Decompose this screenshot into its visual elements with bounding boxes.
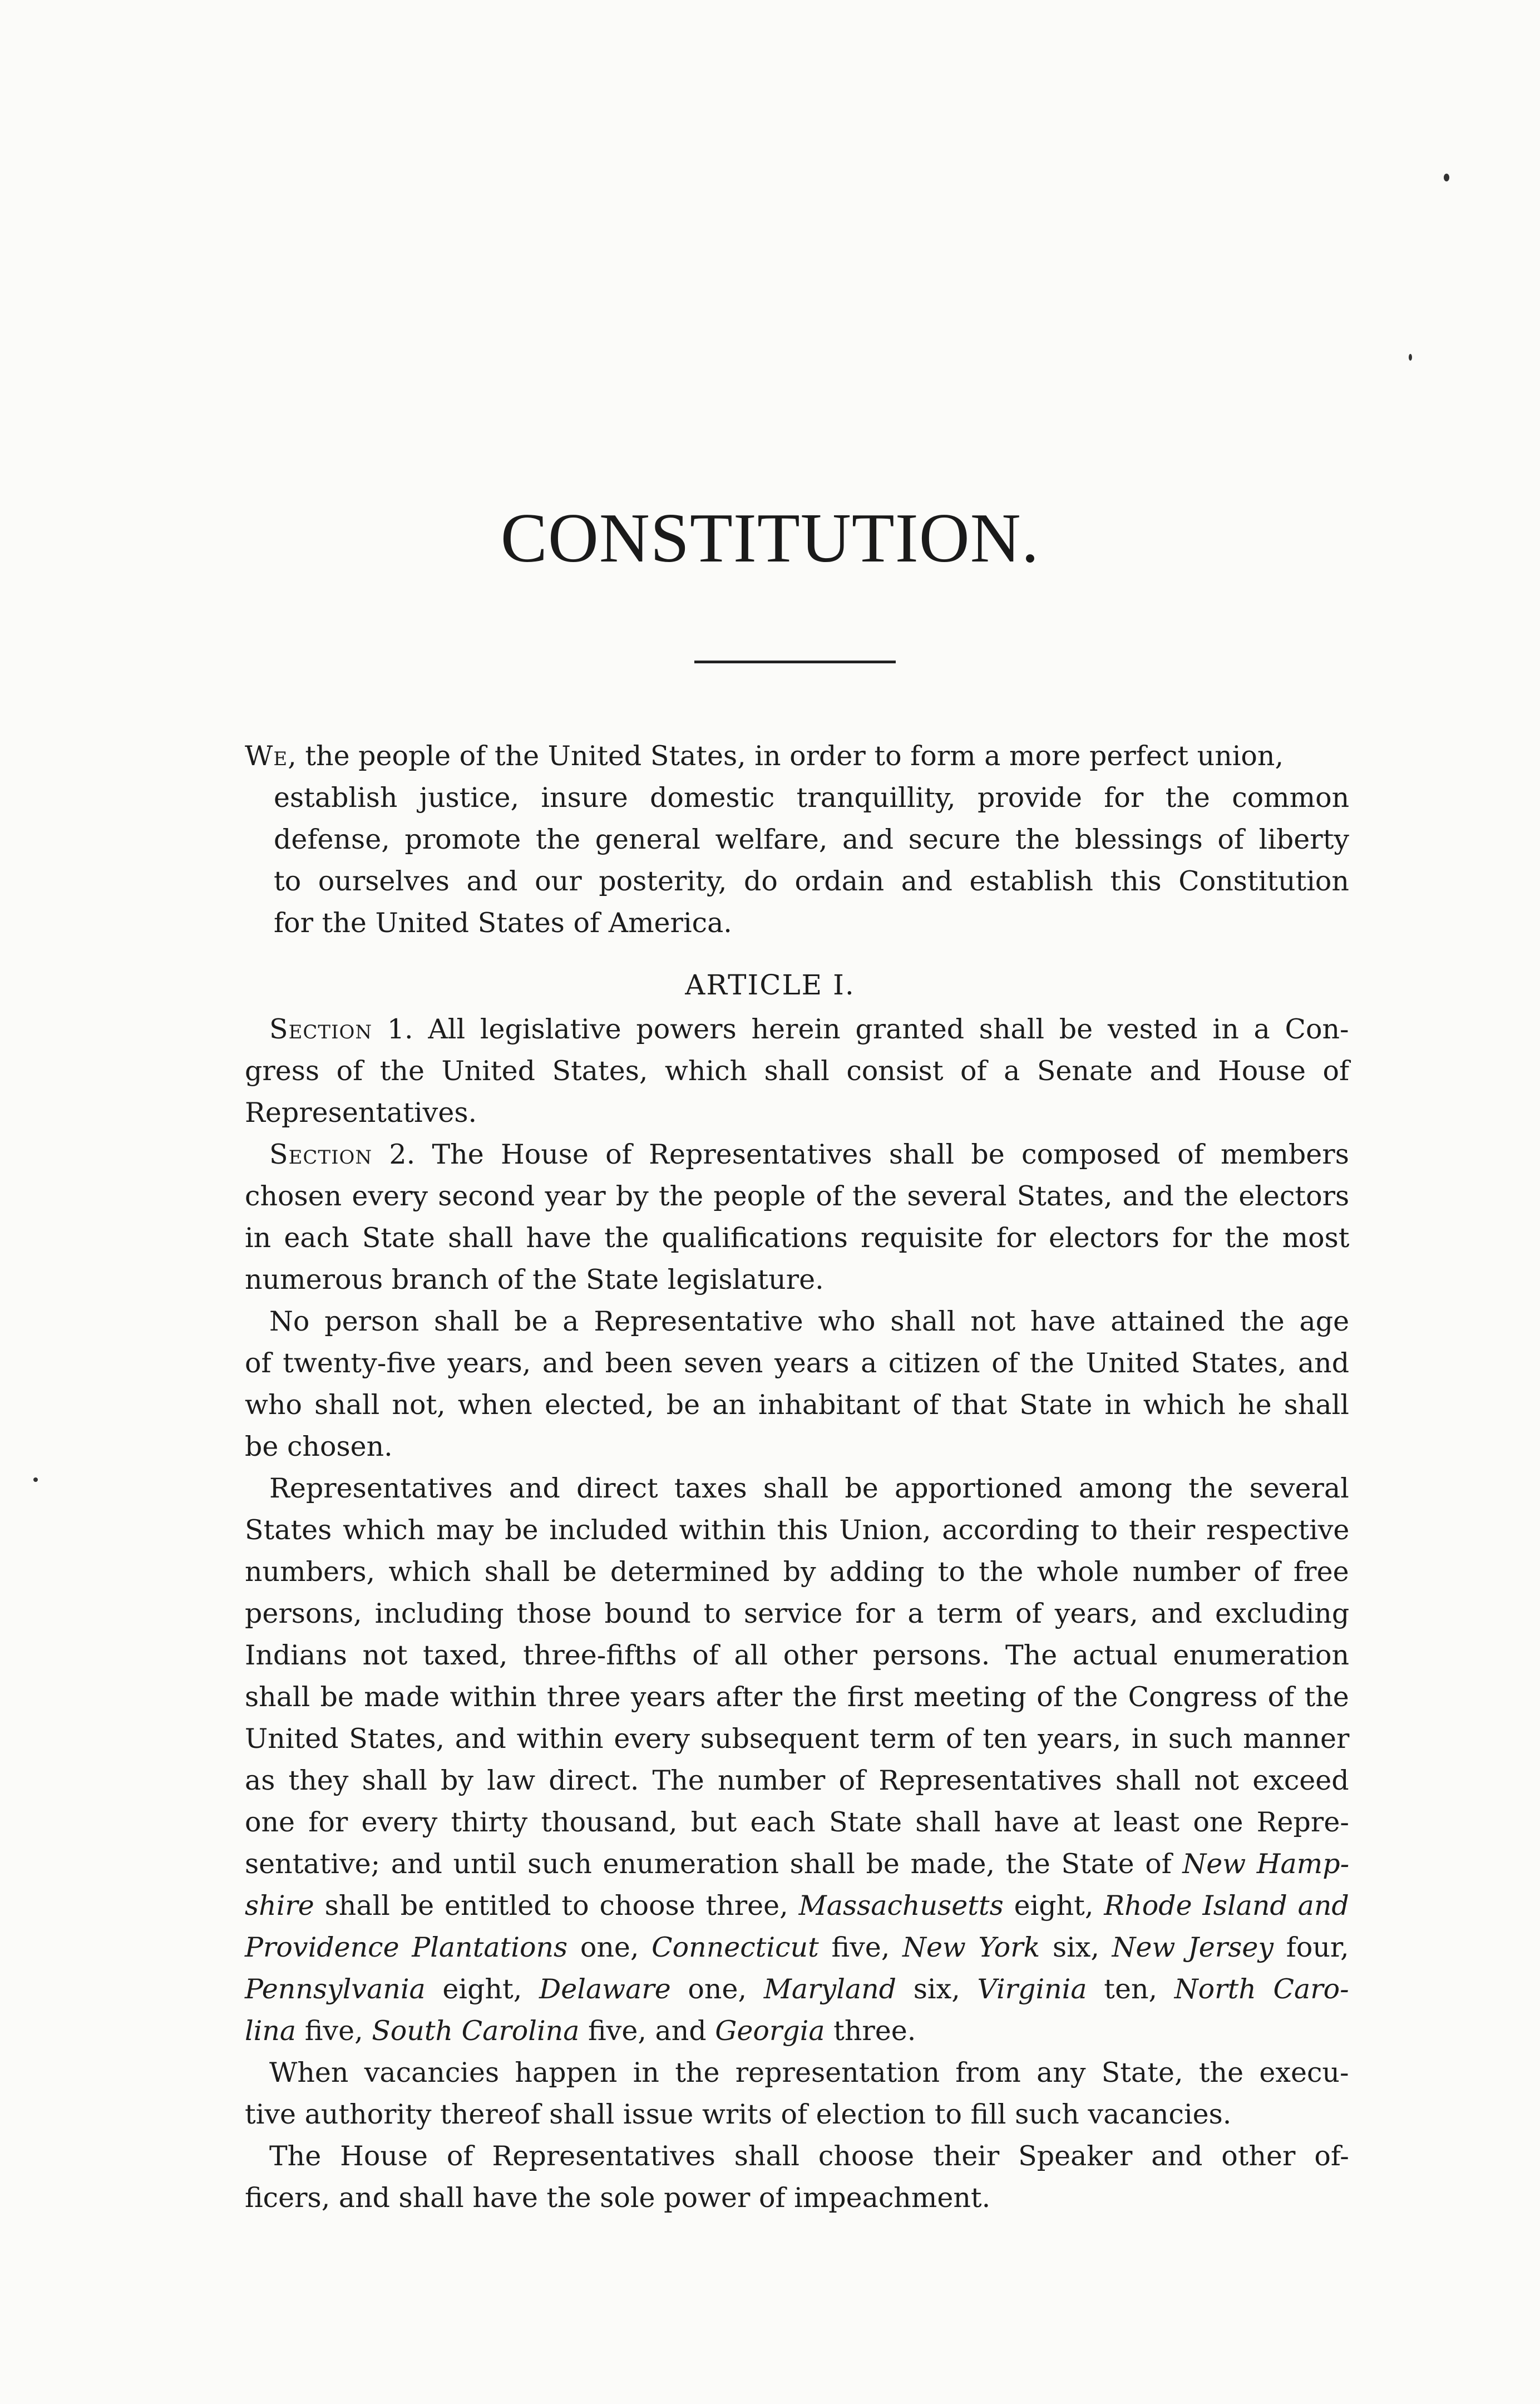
- paragraph-line: who shall not, when elected, be an inhabitant of that State in which he shall: [245, 1389, 1349, 1421]
- paragraph-line: persons, including those bound to service for a term of years, and excluding: [245, 1598, 1350, 1629]
- section-2-line: in each State shall have the qualifications requisite for electors for the most: [245, 1222, 1350, 1254]
- section-label: Section: [269, 1139, 373, 1170]
- section-1-line: Representatives.: [245, 1097, 477, 1129]
- state-name: shire: [245, 1890, 314, 1922]
- paragraph-line: numbers, which shall be determined by adding to the whole number of free: [245, 1556, 1349, 1588]
- paragraph-line: be chosen.: [245, 1431, 393, 1462]
- paragraph-line: States which may be included within this Union, according to their respective: [245, 1514, 1350, 1546]
- page-title: CONSTITUTION.: [500, 500, 1040, 577]
- preamble-line: for the United States of America.: [274, 907, 732, 939]
- paragraph-line: sentative; and until such enumeration shall be made, the State of New Hamp-: [245, 1848, 1350, 1880]
- paragraph-line: shire shall be entitled to choose three, Massachusetts eight, Rhode Island and: [245, 1890, 1349, 1922]
- state-name: New York: [902, 1932, 1040, 1963]
- paragraph-line: of twenty-five years, and been seven years a citizen of the United States, and: [245, 1347, 1350, 1379]
- section-2: [245, 1134, 1349, 1300]
- paragraph-apportionment: [245, 1467, 1349, 2052]
- state-name: Connecticut: [651, 1932, 819, 1963]
- section-2-line: numerous branch of the State legislature.: [245, 1264, 824, 1295]
- section-label: Section: [269, 1013, 373, 1045]
- state-name: New Hamp-: [1182, 1848, 1350, 1880]
- section-1: [245, 1008, 1349, 1134]
- preamble-body: [274, 777, 1349, 944]
- print-speck: [33, 1477, 38, 1482]
- section-number: 2.: [372, 1139, 416, 1170]
- state-name: lina: [245, 2015, 297, 2047]
- section-2-line: Section 2. The House of Representatives shall be composed of members: [269, 1139, 1349, 1170]
- paragraph-vacancies: [245, 2052, 1349, 2135]
- state-name: Rhode Island and: [1104, 1890, 1349, 1922]
- state-name: Delaware: [539, 1973, 671, 2005]
- paragraph-speaker: [245, 2135, 1349, 2219]
- state-name: Georgia: [715, 2015, 825, 2047]
- paragraph-line: as they shall by law direct. The number of Representatives shall not exceed: [245, 1765, 1349, 1796]
- preamble-line: We, the people of the United States, in order to form a more perfect union,: [245, 740, 1284, 772]
- preamble-line: defense, promote the general welfare, and secure the blessings of liberty: [274, 824, 1350, 855]
- paragraph-line: Pennsylvania eight, Delaware one, Maryland six, Virginia ten, North Caro-: [245, 1973, 1349, 2005]
- preamble: [245, 735, 1349, 777]
- state-name: Massachusetts: [798, 1890, 1004, 1922]
- section-number: 1.: [372, 1013, 413, 1045]
- preamble-line: to ourselves and our posterity, do ordain and establish this Constitution: [274, 865, 1349, 897]
- paragraph-line: When vacancies happen in the representation from any State, the execu-: [269, 2057, 1349, 2088]
- paragraph-line: No person shall be a Representative who shall not have attained the age: [269, 1306, 1350, 1337]
- title-divider: [694, 661, 896, 663]
- paragraph-line: Indians not taxed, three-fifths of all other persons. The actual enumeration: [245, 1639, 1350, 1671]
- preamble-line: establish justice, insure domestic tranquillity, provide for the common: [274, 782, 1350, 814]
- preamble-lead: We: [245, 740, 288, 772]
- paragraph-line: Representatives and direct taxes shall be apportioned among the several: [269, 1472, 1349, 1504]
- state-name: South Carolina: [372, 2015, 580, 2047]
- print-speck: [1409, 354, 1412, 361]
- paragraph-qualifications: [245, 1300, 1349, 1467]
- state-name: New Jersey: [1112, 1932, 1274, 1963]
- state-name: Maryland: [763, 1973, 897, 2005]
- article-heading: ARTICLE I.: [685, 969, 855, 1001]
- paragraph-line: The House of Representatives shall choose their Speaker and other of-: [269, 2140, 1349, 2172]
- section-1-line: Section 1. All legislative powers herein granted shall be vested in a Con-: [269, 1013, 1349, 1045]
- paragraph-line: ficers, and shall have the sole power of impeachment.: [245, 2182, 991, 2214]
- section-1-line: gress of the United States, which shall consist of a Senate and House of: [245, 1055, 1350, 1087]
- paragraph-line: shall be made within three years after the first meeting of the Congress of the: [245, 1681, 1349, 1713]
- paragraph-line: Providence Plantations one, Connecticut five, New York six, New Jersey four,: [245, 1932, 1349, 1963]
- paragraph-line: tive authority thereof shall issue writs of election to fill such vacancies.: [245, 2098, 1232, 2130]
- paragraph-line: United States, and within every subsequent term of ten years, in such manner: [245, 1723, 1350, 1755]
- state-name: Virginia: [977, 1973, 1087, 2005]
- paragraph-line: one for every thirty thousand, but each State shall have at least one Repre-: [245, 1806, 1349, 1838]
- state-name: North Caro-: [1174, 1973, 1349, 2005]
- state-name: Pennsylvania: [245, 1973, 426, 2005]
- section-2-line: chosen every second year by the people of the several States, and the electors: [245, 1180, 1350, 1212]
- print-speck: [1444, 174, 1449, 181]
- paragraph-line: lina five, South Carolina five, and Georgia three.: [245, 2015, 916, 2047]
- state-name: Providence Plantations: [245, 1932, 568, 1963]
